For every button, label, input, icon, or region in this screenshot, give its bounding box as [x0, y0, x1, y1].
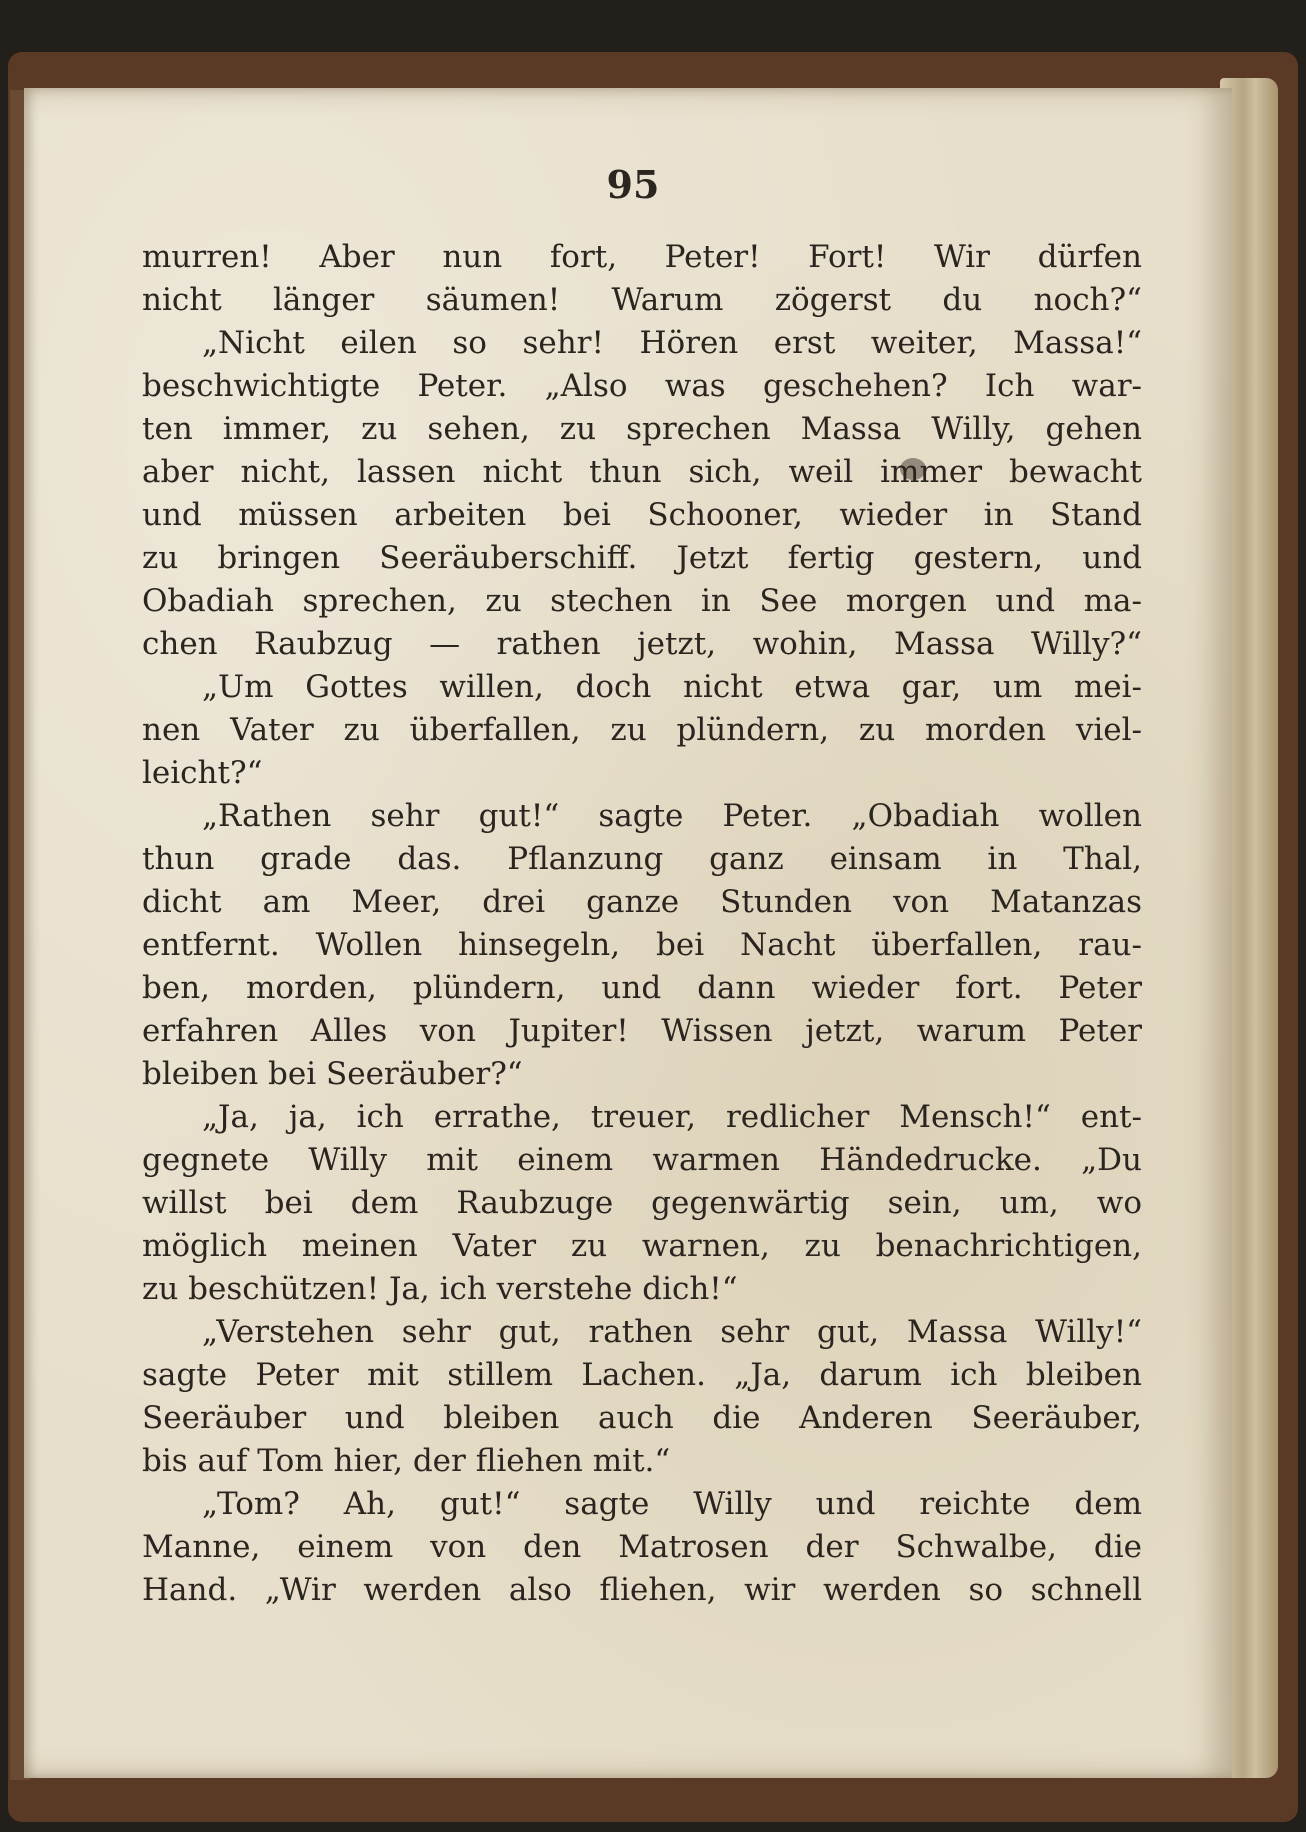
- text-line: zu bringen Seeräuberschiff. Jetzt fertig gestern, und: [142, 540, 1142, 576]
- text-line: leicht?“: [142, 755, 263, 791]
- text-line: beschwichtigte Peter. „Also was geschehen? Ich war-: [142, 368, 1142, 404]
- text-line: dicht am Meer, drei ganze Stunden von Matanzas: [142, 884, 1142, 920]
- text-line: und müssen arbeiten bei Schooner, wieder in Stand: [142, 497, 1142, 533]
- text-line: ten immer, zu sehen, zu sprechen Massa Willy, gehen: [142, 411, 1142, 447]
- text-line: „Rathen sehr gut!“ sagte Peter. „Obadiah wollen: [202, 798, 1142, 834]
- text-line: „Verstehen sehr gut, rathen sehr gut, Massa Willy!“: [202, 1314, 1142, 1350]
- text-line: zu beschützen! Ja, ich verstehe dich!“: [142, 1271, 738, 1307]
- text-line: nen Vater zu überfallen, zu plündern, zu morden viel-: [142, 712, 1142, 748]
- text-line: nicht länger säumen! Warum zögerst du noch?“: [142, 282, 1142, 318]
- text-line: willst bei dem Raubzuge gegenwärtig sein, um, wo: [142, 1185, 1142, 1221]
- text-line: erfahren Alles von Jupiter! Wissen jetzt, warum Peter: [142, 1013, 1142, 1049]
- text-line: bleiben bei Seeräuber?“: [142, 1056, 523, 1092]
- text-line: „Um Gottes willen, doch nicht etwa gar, um mei-: [202, 669, 1142, 705]
- page-text: [142, 236, 1142, 1612]
- text-line: thun grade das. Pflanzung ganz einsam in Thal,: [142, 841, 1142, 877]
- text-line: Hand. „Wir werden also fliehen, wir werden so schnell: [142, 1572, 1142, 1608]
- text-line: „Ja, ja, ich errathe, treuer, redlicher Mensch!“ ent-: [202, 1099, 1142, 1135]
- text-line: bis auf Tom hier, der fliehen mit.“: [142, 1443, 671, 1479]
- text-line: entfernt. Wollen hinsegeln, bei Nacht überfallen, rau-: [142, 927, 1142, 963]
- page-number: 95: [606, 162, 660, 207]
- text-line: murren! Aber nun fort, Peter! Fort! Wir dürfen: [142, 239, 1142, 275]
- text-line: Manne, einem von den Matrosen der Schwalbe, die: [142, 1529, 1142, 1565]
- text-line: Seeräuber und bleiben auch die Anderen Seeräuber,: [142, 1400, 1142, 1436]
- text-line: „Nicht eilen so sehr! Hören erst weiter, Massa!“: [202, 325, 1142, 361]
- text-line: chen Raubzug — rathen jetzt, wohin, Massa Willy?“: [142, 626, 1142, 662]
- text-line: „Tom? Ah, gut!“ sagte Willy und reichte dem: [202, 1486, 1142, 1522]
- text-line: Obadiah sprechen, zu stechen in See morgen und ma-: [142, 583, 1142, 619]
- text-line: möglich meinen Vater zu warnen, zu benachrichtigen,: [142, 1228, 1142, 1264]
- text-line: sagte Peter mit stillem Lachen. „Ja, darum ich bleiben: [142, 1357, 1142, 1393]
- text-line: aber nicht, lassen nicht thun sich, weil immer bewacht: [142, 454, 1142, 490]
- text-line: ben, morden, plündern, und dann wieder fort. Peter: [142, 970, 1142, 1006]
- text-line: gegnete Willy mit einem warmen Händedrucke. „Du: [142, 1142, 1142, 1178]
